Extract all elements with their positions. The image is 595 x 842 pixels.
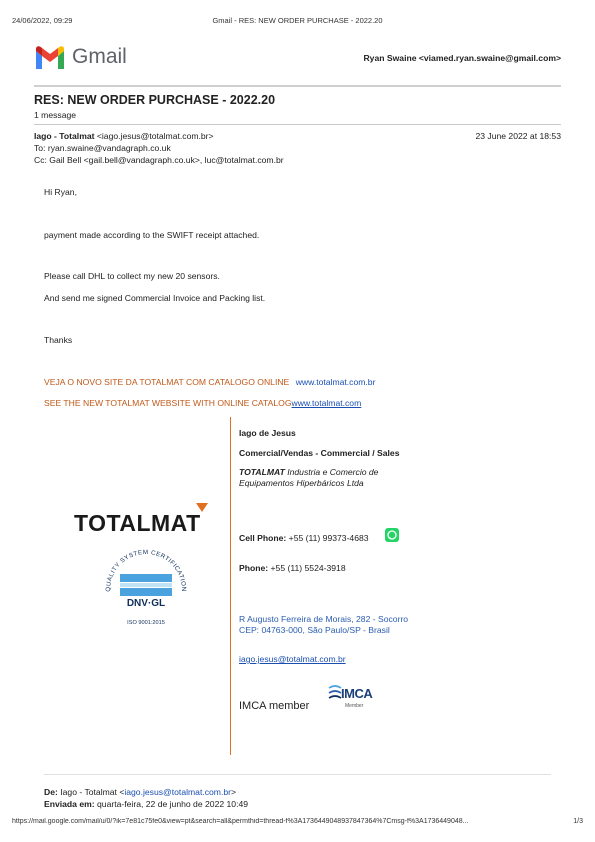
print-footer-url: https://mail.google.com/mail/u/0/?ik=7e81c75fe0&view=pt&search=all&permthid=thread-f%3A1736449048937847364%7Cmsg-f%3A1736449048... xyxy=(12,818,469,825)
dnv-gl-cert-badge xyxy=(98,542,194,630)
message-count: 1 message xyxy=(34,110,77,120)
imca-logo xyxy=(327,684,379,712)
quoted-from-label: De: xyxy=(44,787,58,797)
promo-pt-link[interactable]: www.totalmat.com.br xyxy=(295,377,376,387)
signature-name: Iago de Jesus xyxy=(239,428,296,438)
print-datetime: 24/06/2022, 09:29 xyxy=(12,16,73,25)
quoted-sent-value: quarta-feira, 22 de junho de 2022 10:49 xyxy=(97,799,249,809)
print-title: Gmail - RES: NEW ORDER PURCHASE - 2022.20 xyxy=(212,16,383,25)
message-to: To: ryan.swaine@vandagraph.co.uk xyxy=(34,143,171,153)
cell-label: Cell Phone: xyxy=(239,533,287,543)
company-rest-2: Equipamentos Hiperbáricos Ltda xyxy=(239,477,364,488)
subject-divider xyxy=(34,124,561,125)
signature-email-link[interactable]: iago.jesus@totalmat.com.br xyxy=(239,654,346,664)
promo-pt xyxy=(44,377,375,387)
body-thanks: Thanks xyxy=(44,335,73,345)
company-bold: TOTALMAT xyxy=(239,467,285,477)
message-from xyxy=(34,131,214,141)
signature-address[interactable] xyxy=(239,614,408,635)
thread-subject: RES: NEW ORDER PURCHASE - 2022.20 xyxy=(34,93,276,107)
imca-logo-sub: Member xyxy=(345,703,364,709)
quote-divider xyxy=(44,774,551,775)
imca-logo-text: IMCA xyxy=(341,686,373,701)
address-line-1: R Augusto Ferreira de Morais, 282 - Socorro xyxy=(239,614,409,624)
quoted-sent-label: Enviada em: xyxy=(44,799,95,809)
promo-en xyxy=(44,398,361,408)
promo-en-link[interactable]: www.totalmat.com xyxy=(291,398,362,408)
promo-pt-text: VEJA O NOVO SITE DA TOTALMAT COM CATALOGO ONLINE xyxy=(44,377,290,387)
signature-company xyxy=(239,467,378,488)
totalmat-logo-text: TOTALMAT xyxy=(74,510,201,536)
cell-value[interactable]: +55 (11) 99373-4683 xyxy=(288,533,369,543)
from-email[interactable]: <iago.jesus@totalmat.com.br> xyxy=(96,131,214,141)
body-line-dhl: Please call DHL to collect my new 20 sensors. xyxy=(44,271,220,281)
office-phone xyxy=(239,563,346,573)
quoted-sent xyxy=(44,799,248,809)
company-rest-1: Industria e Comercio de xyxy=(284,467,379,477)
phone-value[interactable]: +55 (11) 5524-3918 xyxy=(270,563,346,573)
quoted-from-value: Iago - Totalmat < xyxy=(60,787,125,797)
whatsapp-icon[interactable] xyxy=(385,528,399,542)
phone-label: Phone: xyxy=(239,563,269,573)
cert-iso-text: ISO 9001:2015 xyxy=(127,620,165,626)
print-page-number: 1/3 xyxy=(573,818,583,825)
body-greeting: Hi Ryan, xyxy=(44,187,77,197)
address-line-2: CEP: 04763-000, São Paulo/SP - Brasil xyxy=(239,624,390,635)
message-cc: Cc: Gail Bell <gail.bell@vandagraph.co.uk>, luc@totalmat.com.br xyxy=(34,155,284,165)
gmail-m-icon xyxy=(34,45,66,69)
totalmat-logo xyxy=(74,510,201,537)
signature-role: Comercial/Vendas - Commercial / Sales xyxy=(239,448,400,458)
quoted-from xyxy=(44,787,236,797)
cell-phone xyxy=(239,533,369,543)
body-line-payment: payment made according to the SWIFT receipt attached. xyxy=(44,230,260,240)
account-email: Ryan Swaine <viamed.ryan.swaine@gmail.com> xyxy=(363,53,561,63)
gmail-logo[interactable] xyxy=(34,45,66,74)
quoted-from-close: > xyxy=(231,787,237,797)
promo-en-text: SEE THE NEW TOTALMAT WEBSITE WITH ONLINE CATALOG xyxy=(44,398,292,408)
logo-accent-icon xyxy=(196,503,208,513)
from-name: Iago - Totalmat xyxy=(34,131,95,141)
quoted-from-email[interactable]: iago.jesus@totalmat.com.br xyxy=(124,787,231,797)
gmail-wordmark: Gmail xyxy=(72,45,127,68)
message-date: 23 June 2022 at 18:53 xyxy=(475,131,561,141)
signature-divider xyxy=(230,417,231,755)
header-divider xyxy=(34,85,561,87)
imca-member-label: IMCA member xyxy=(239,700,310,712)
cert-ring-text: QUALITY SYSTEM CERTIFICATION xyxy=(104,548,188,592)
cert-mark-text: DNV·GL xyxy=(126,598,166,609)
body-line-invoice: And send me signed Commercial Invoice and Packing list. xyxy=(44,293,266,303)
